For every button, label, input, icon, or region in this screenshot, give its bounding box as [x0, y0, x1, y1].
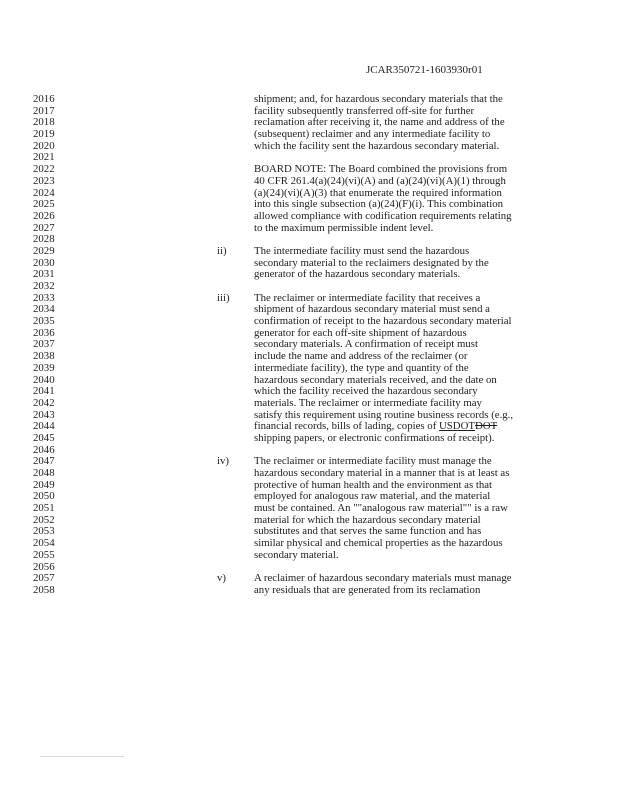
line-number: 2037: [33, 338, 55, 351]
line-number: 2038: [33, 350, 55, 363]
line-number: 2028: [33, 233, 55, 246]
footer-rule: [40, 756, 124, 757]
line-number: 2050: [33, 490, 55, 503]
line-text: intermediate facility), the type and quantity of the: [254, 361, 469, 374]
line-number: 2041: [33, 385, 55, 398]
line-number: 2057: [33, 572, 55, 585]
line-number: 2034: [33, 303, 55, 316]
line-text: hazardous secondary materials received, and the date on: [254, 373, 497, 386]
line-number: 2039: [33, 361, 55, 374]
line-row: [0, 269, 624, 281]
line-row: [0, 433, 624, 445]
line-number: 2019: [33, 128, 55, 141]
line-number: 2029: [33, 244, 55, 257]
line-row: [0, 550, 624, 562]
line-text-part: financial records, bills of lading, copies of: [254, 420, 439, 433]
subsection-marker: ii): [217, 244, 227, 257]
line-text: include the name and address of the reclaimer (or: [254, 350, 468, 363]
line-number: 2035: [33, 315, 55, 328]
line-text: (subsequent) reclaimer and any intermediate facility to: [254, 128, 491, 141]
line-number: 2053: [33, 525, 55, 538]
line-number: 2052: [33, 513, 55, 526]
line-number: 2020: [33, 139, 55, 152]
line-text: protective of human health and the environment as that: [254, 478, 493, 491]
line-number: 2036: [33, 326, 55, 339]
line-text: The reclaimer or intermediate facility that receives a: [254, 291, 481, 304]
line-number: 2058: [33, 583, 55, 596]
line-text: into this single subsection (a)(24)(F)(i). This combination: [254, 198, 503, 211]
line-row: [0, 503, 624, 515]
line-number: 2051: [33, 502, 55, 515]
line-text: 40 CFR 261.4(a)(24)(vi)(A) and (a)(24)(vi)(A)(1) through: [254, 174, 506, 187]
line-number: 2049: [33, 478, 55, 491]
line-row: [0, 585, 624, 597]
line-number: 2027: [33, 221, 55, 234]
line-number: 2018: [33, 116, 55, 129]
document-header: JCAR350721-1603930r01: [366, 64, 483, 76]
line-number: 2042: [33, 396, 55, 409]
line-row: [0, 363, 624, 375]
line-number: 2043: [33, 408, 55, 421]
line-number: 2022: [33, 163, 55, 176]
line-text: which the facility received the hazardous secondary: [254, 385, 478, 398]
line-text: generator for each off-site shipment of hazardous: [254, 326, 467, 339]
line-number: 2024: [33, 186, 55, 199]
line-row: [0, 316, 624, 328]
line-row: [0, 468, 624, 480]
line-number: 2048: [33, 467, 55, 479]
line-row: [0, 129, 624, 141]
line-text: any residuals that are generated from its reclamation: [254, 583, 481, 596]
line-text: satisfy this requirement using routine business records (e.g.,: [254, 408, 514, 421]
line-number: 2040: [33, 373, 55, 386]
line-number: 2026: [33, 209, 55, 222]
line-text: (a)(24)(vi)(A)(3) that enumerate the required information: [254, 186, 502, 199]
line-number: 2016: [33, 93, 55, 105]
line-text: reclamation after receiving it, the name and address of the: [254, 116, 505, 129]
line-text: shipment of hazardous secondary material must send a: [254, 303, 490, 316]
line-number: 2046: [33, 443, 55, 456]
line-text: employed for analogous raw material, and the material: [254, 490, 491, 503]
line-text: secondary material to the reclaimers designated by the: [254, 256, 489, 269]
line-text: secondary material.: [254, 548, 339, 561]
subsection-marker: iii): [217, 291, 230, 304]
line-text: substitutes and that serves the same function and has: [254, 525, 482, 538]
line-text: The reclaimer or intermediate facility must manage the: [254, 455, 492, 468]
deleted-text: DOT: [475, 420, 498, 433]
line-text: shipping papers, or electronic confirmations of receipt).: [254, 431, 495, 444]
subsection-marker: iv): [217, 455, 229, 468]
line-number: 2017: [33, 104, 55, 117]
line-number: 2047: [33, 455, 55, 468]
line-text: hazardous secondary material in a manner that is at least as: [254, 467, 510, 479]
line-row: [0, 94, 624, 106]
line-number: 2033: [33, 291, 55, 304]
line-number: 2031: [33, 268, 55, 281]
line-text: generator of the hazardous secondary materials.: [254, 268, 461, 281]
line-text: to the maximum permissible indent level.: [254, 221, 434, 234]
line-text: BOARD NOTE: The Board combined the provisions from: [254, 163, 508, 176]
line-text: similar physical and chemical properties as the hazardous: [254, 537, 503, 550]
line-row: [0, 281, 624, 293]
line-row: [0, 211, 624, 223]
line-number: 2032: [33, 280, 55, 292]
line-text: A reclaimer of hazardous secondary materials must manage: [254, 572, 512, 585]
line-number: 2056: [33, 560, 55, 573]
line-text: materials. The reclaimer or intermediate facility may: [254, 396, 482, 409]
line-number: 2023: [33, 174, 55, 187]
line-text: secondary materials. A confirmation of receipt must: [254, 338, 478, 351]
line-text: which the facility sent the hazardous secondary material.: [254, 139, 500, 152]
line-row: [0, 223, 624, 235]
line-text: shipment; and, for hazardous secondary materials that the: [254, 93, 503, 105]
line-number: 2054: [33, 537, 55, 550]
line-row: [0, 141, 624, 153]
line-number: 2025: [33, 198, 55, 211]
line-number: 2045: [33, 431, 55, 444]
line-text: allowed compliance with codification requirements relating: [254, 209, 512, 222]
line-row: [0, 246, 624, 258]
line-text: confirmation of receipt to the hazardous secondary material: [254, 315, 512, 328]
line-text: material for which the hazardous secondary material: [254, 513, 481, 526]
line-number: 2021: [33, 151, 55, 164]
numbered-lines: [0, 94, 624, 597]
line-number: 2030: [33, 256, 55, 269]
line-text: must be contained. An ""analogous raw material"" is a raw: [254, 502, 508, 515]
line-text: facility subsequently transferred off-site for further: [254, 104, 475, 117]
line-number: 2055: [33, 548, 55, 561]
line-number: 2044: [33, 420, 55, 433]
line-row: [0, 398, 624, 410]
line-text: The intermediate facility must send the hazardous: [254, 244, 470, 257]
inserted-text: USDOT: [439, 420, 475, 433]
line-row: [0, 176, 624, 188]
subsection-marker: v): [217, 572, 226, 585]
